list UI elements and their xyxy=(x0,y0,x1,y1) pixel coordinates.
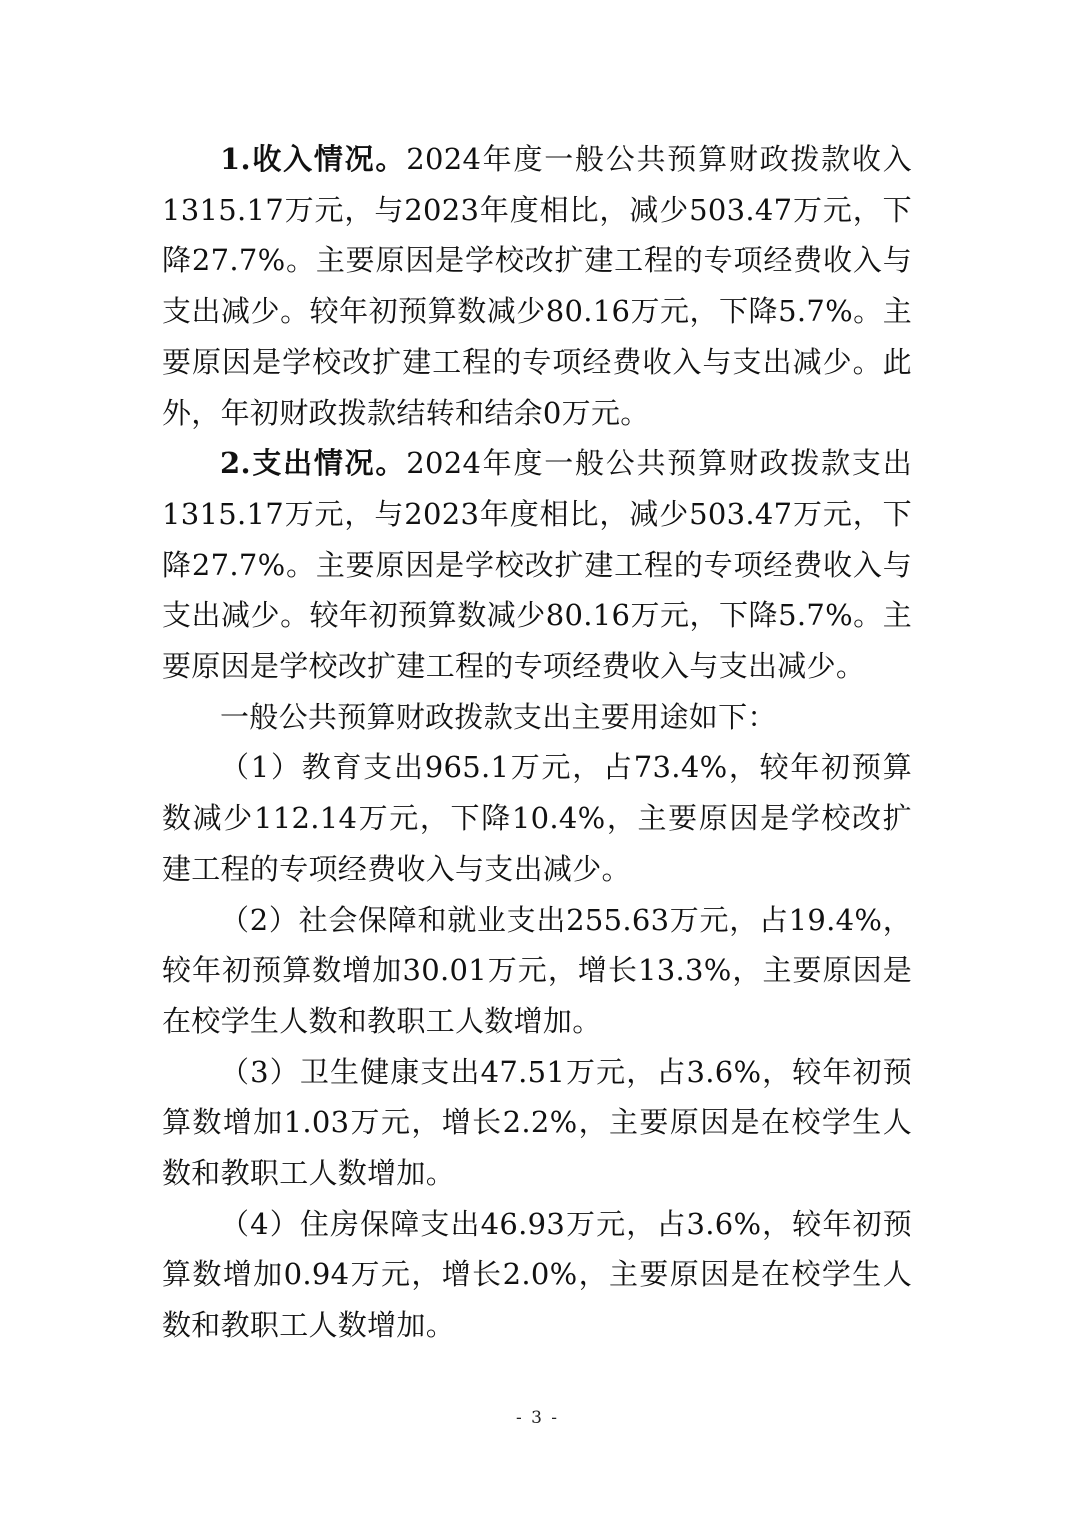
list-item-social-security-text: （2）社会保障和就业支出255.63万元，占19.4%，较年初预算数增加30.01万元，增长13.3%，主要原因是在校学生人数和教职工人数增加。 xyxy=(162,902,912,1038)
list-item-housing xyxy=(162,1199,912,1351)
heading-income: 1.收入情况。 xyxy=(220,142,407,176)
paragraph-uses-intro-text: 一般公共预算财政拨款支出主要用途如下： xyxy=(220,699,777,734)
list-item-health-text: （3）卫生健康支出47.51万元，占3.6%，较年初预算数增加1.03万元，增长2.2%，主要原因是在校学生人数和教职工人数增加。 xyxy=(162,1054,912,1191)
paragraph-uses-intro xyxy=(162,692,912,743)
paragraph-income xyxy=(162,134,912,438)
list-item-social-security xyxy=(162,895,912,1047)
list-item-education xyxy=(162,742,912,894)
paragraph-income-text: 2024年度一般公共预算财政拨款收入1315.17万元，与2023年度相比，减少503.47万元，下降27.7%。主要原因是学校改扩建工程的专项经费收入与支出减少。较年初预算数减少80.16万元，下降5.7%。主要原因是学校改扩建工程的专项经费收入与支出减少。此外，年初财政拨款结转和结余0万元。 xyxy=(162,142,912,430)
body-text xyxy=(162,134,912,1351)
list-item-health xyxy=(162,1047,912,1199)
list-item-housing-text: （4）住房保障支出46.93万元，占3.6%，较年初预算数增加0.94万元，增长2.0%，主要原因是在校学生人数和教职工人数增加。 xyxy=(162,1206,912,1343)
heading-expenditure: 2.支出情况。 xyxy=(220,446,407,481)
list-item-education-text: （1）教育支出965.1万元，占73.4%，较年初预算数减少112.14万元，下降10.4%，主要原因是学校改扩建工程的专项经费收入与支出减少。 xyxy=(162,750,912,886)
paragraph-expenditure xyxy=(162,438,912,692)
page-number: - 3 - xyxy=(515,1408,560,1428)
paragraph-expenditure-text: 2024年度一般公共预算财政拨款支出1315.17万元，与2023年度相比，减少503.47万元，下降27.7%。主要原因是学校改扩建工程的专项经费收入与支出减少。较年初预算数减少80.16万元，下降5.7%。主要原因是学校改扩建工程的专项经费收入与支出减少。 xyxy=(162,446,912,684)
